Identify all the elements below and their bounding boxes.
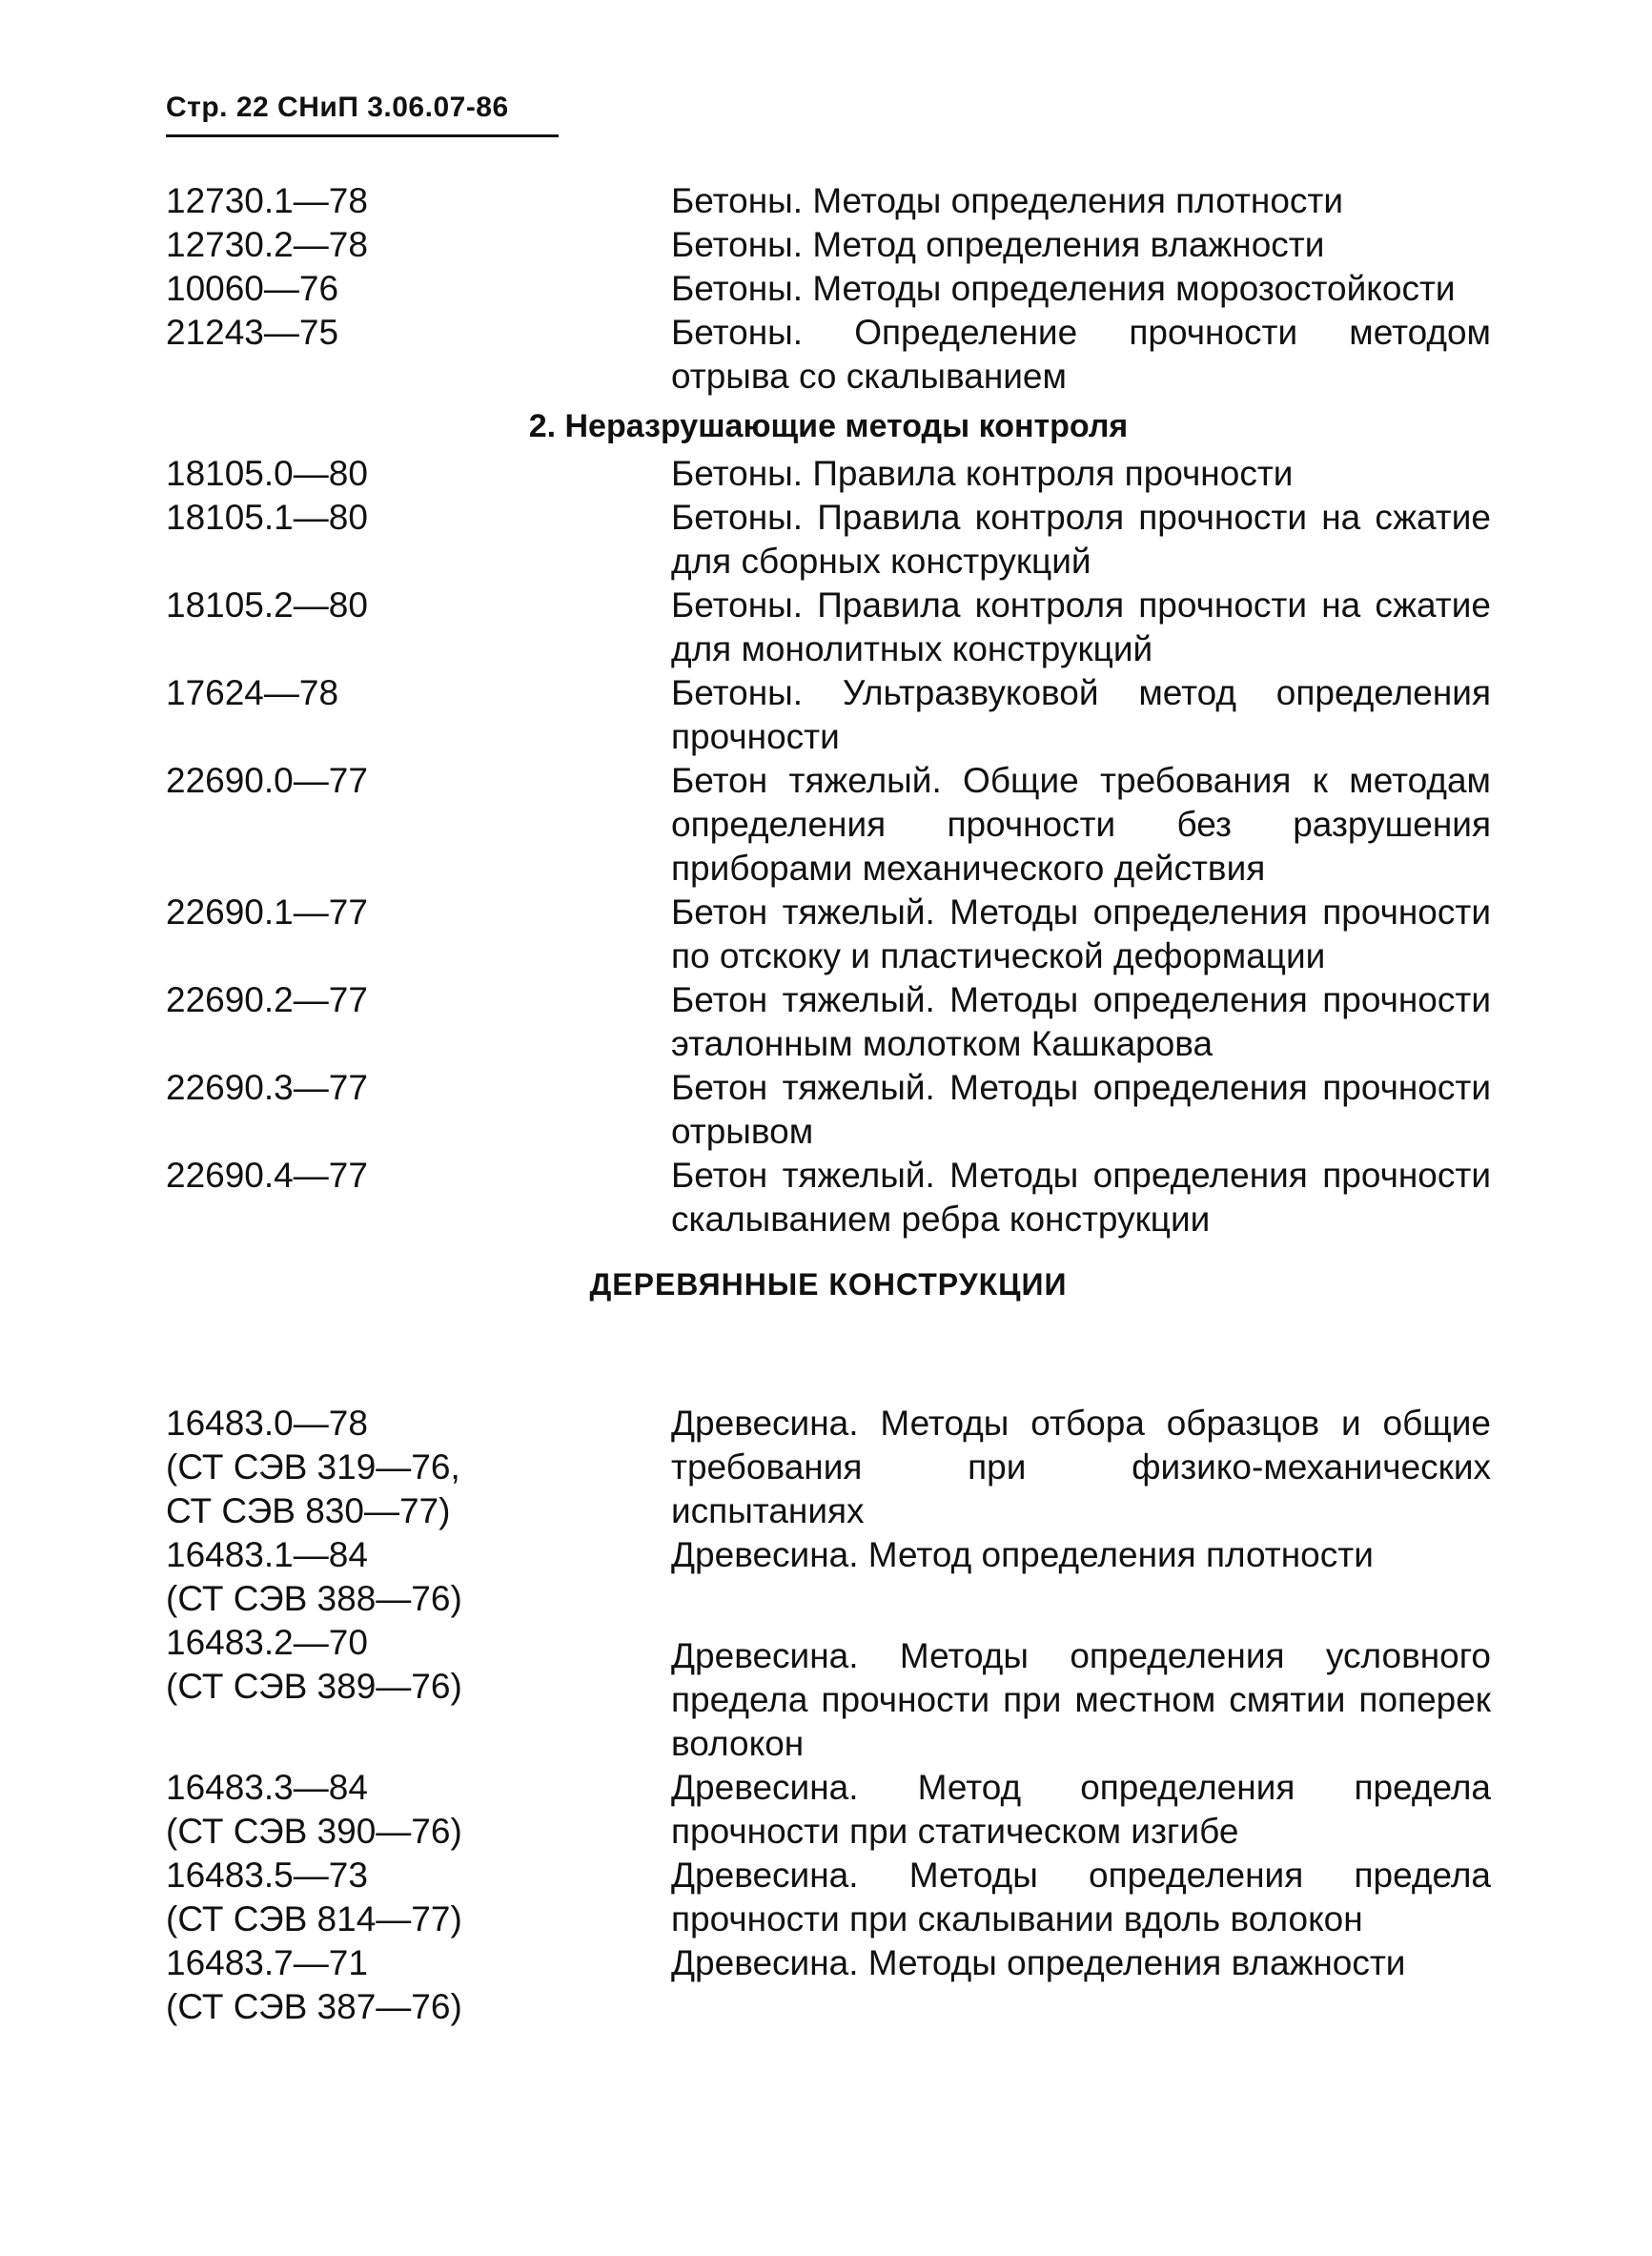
standard-code: 18105.2—80: [166, 585, 368, 625]
standard-code: 21243—75: [166, 313, 339, 352]
standard-code: 22690.3—77: [166, 1068, 368, 1107]
standard-title: Бетон тяжелый. Методы определения прочности по отскоку и пластической деформации: [671, 892, 1491, 975]
standard-title: Бетоны. Правила контроля прочности: [671, 454, 1294, 493]
standard-title: Бетоны. Определение прочности методом отрыва со скалыванием: [671, 313, 1491, 396]
standard-row: [166, 223, 1491, 267]
standard-title: Бетоны. Методы определения морозостойкости: [671, 269, 1456, 308]
standard-row: [166, 1621, 1491, 1766]
standard-row: [166, 179, 1491, 223]
standard-row: [166, 891, 1491, 978]
standard-code: 22690.4—77: [166, 1156, 368, 1195]
standard-title: Древесина. Метод определения плотности: [671, 1535, 1374, 1574]
standards-list: [166, 179, 1491, 2029]
standard-row: [166, 1766, 1491, 1854]
standard-title: Древесина. Метод определения предела прочности при статическом изгибе: [671, 1768, 1491, 1851]
standard-title: Бетоны. Правила контроля прочности на сжатие для монолитных конструкций: [671, 585, 1491, 668]
standard-row: [166, 267, 1491, 311]
standard-row: [166, 496, 1491, 584]
standard-code: 12730.1—78: [166, 181, 368, 220]
standard-title: Бетоны. Правила контроля прочности на сжатие для сборных конструкций: [671, 498, 1491, 581]
standard-row: [166, 584, 1491, 671]
standard-row: [166, 978, 1491, 1066]
standard-code: 17624—78: [166, 673, 339, 712]
standard-row: [166, 1066, 1491, 1154]
standard-row: [166, 759, 1491, 891]
standard-row: [166, 1533, 1491, 1621]
standard-title: Бетоны. Методы определения плотности: [671, 181, 1344, 220]
standard-row: [166, 311, 1491, 399]
standard-title: Древесина. Методы определения влажности: [671, 1943, 1406, 1982]
standard-code: 16483.1—84 (СТ СЭВ 388—76): [166, 1535, 462, 1618]
standard-code: 16483.2—70 (СТ СЭВ 389—76): [166, 1623, 462, 1706]
header-rule: [166, 134, 559, 137]
standard-code: 22690.2—77: [166, 980, 368, 1019]
standard-code: 16483.7—71 (СТ СЭВ 387—76): [166, 1943, 462, 2026]
standard-title: Бетон тяжелый. Методы определения прочности скалыванием ребра конструкции: [671, 1156, 1491, 1239]
standard-row: [166, 1941, 1491, 2029]
standard-code: 16483.0—78 (СТ СЭВ 319—76, СТ СЭВ 830—77): [166, 1404, 460, 1530]
standard-row: [166, 1154, 1491, 1241]
standard-title: Бетон тяжелый. Общие требования к методам определения прочности без разрушения приборами механического действия: [671, 761, 1491, 888]
standard-row: [166, 1854, 1491, 1941]
standard-row: [166, 452, 1491, 496]
standard-row: [166, 1402, 1491, 1533]
standard-code: 10060—76: [166, 269, 339, 308]
standard-code: 16483.3—84 (СТ СЭВ 390—76): [166, 1768, 462, 1851]
page-header: Стр. 22 СНиП 3.06.07-86: [166, 92, 509, 123]
standard-title: Бетоны. Ультразвуковой метод определения прочности: [671, 673, 1491, 756]
standard-code: 16483.5—73 (СТ СЭВ 814—77): [166, 1856, 462, 1938]
standard-title: Бетоны. Метод определения влажности: [671, 225, 1325, 264]
section-heading: 2. Неразрушающие методы контроля: [528, 408, 1129, 444]
standard-title: Древесина. Методы определения условного предела прочности при местном смятии поперек волокон: [671, 1636, 1491, 1763]
standard-title: Древесина. Методы определения предела прочности при скалывании вдоль волокон: [671, 1856, 1491, 1938]
standard-code: 12730.2—78: [166, 225, 368, 264]
standard-code: 22690.1—77: [166, 892, 368, 932]
standard-title: Древесина. Методы отбора образцов и общие требования при физико-механических испытаниях: [671, 1404, 1491, 1530]
standard-code: 18105.1—80: [166, 498, 368, 537]
standard-title: Бетон тяжелый. Методы определения прочности отрывом: [671, 1068, 1491, 1151]
standard-title: Бетон тяжелый. Методы определения прочности эталонным молотком Кашкарова: [671, 980, 1491, 1063]
standard-code: 22690.0—77: [166, 761, 368, 800]
wood-section-heading: ДЕРЕВЯННЫЕ КОНСТРУКЦИИ: [589, 1267, 1068, 1302]
standard-code: 18105.0—80: [166, 454, 368, 493]
standard-row: [166, 671, 1491, 759]
